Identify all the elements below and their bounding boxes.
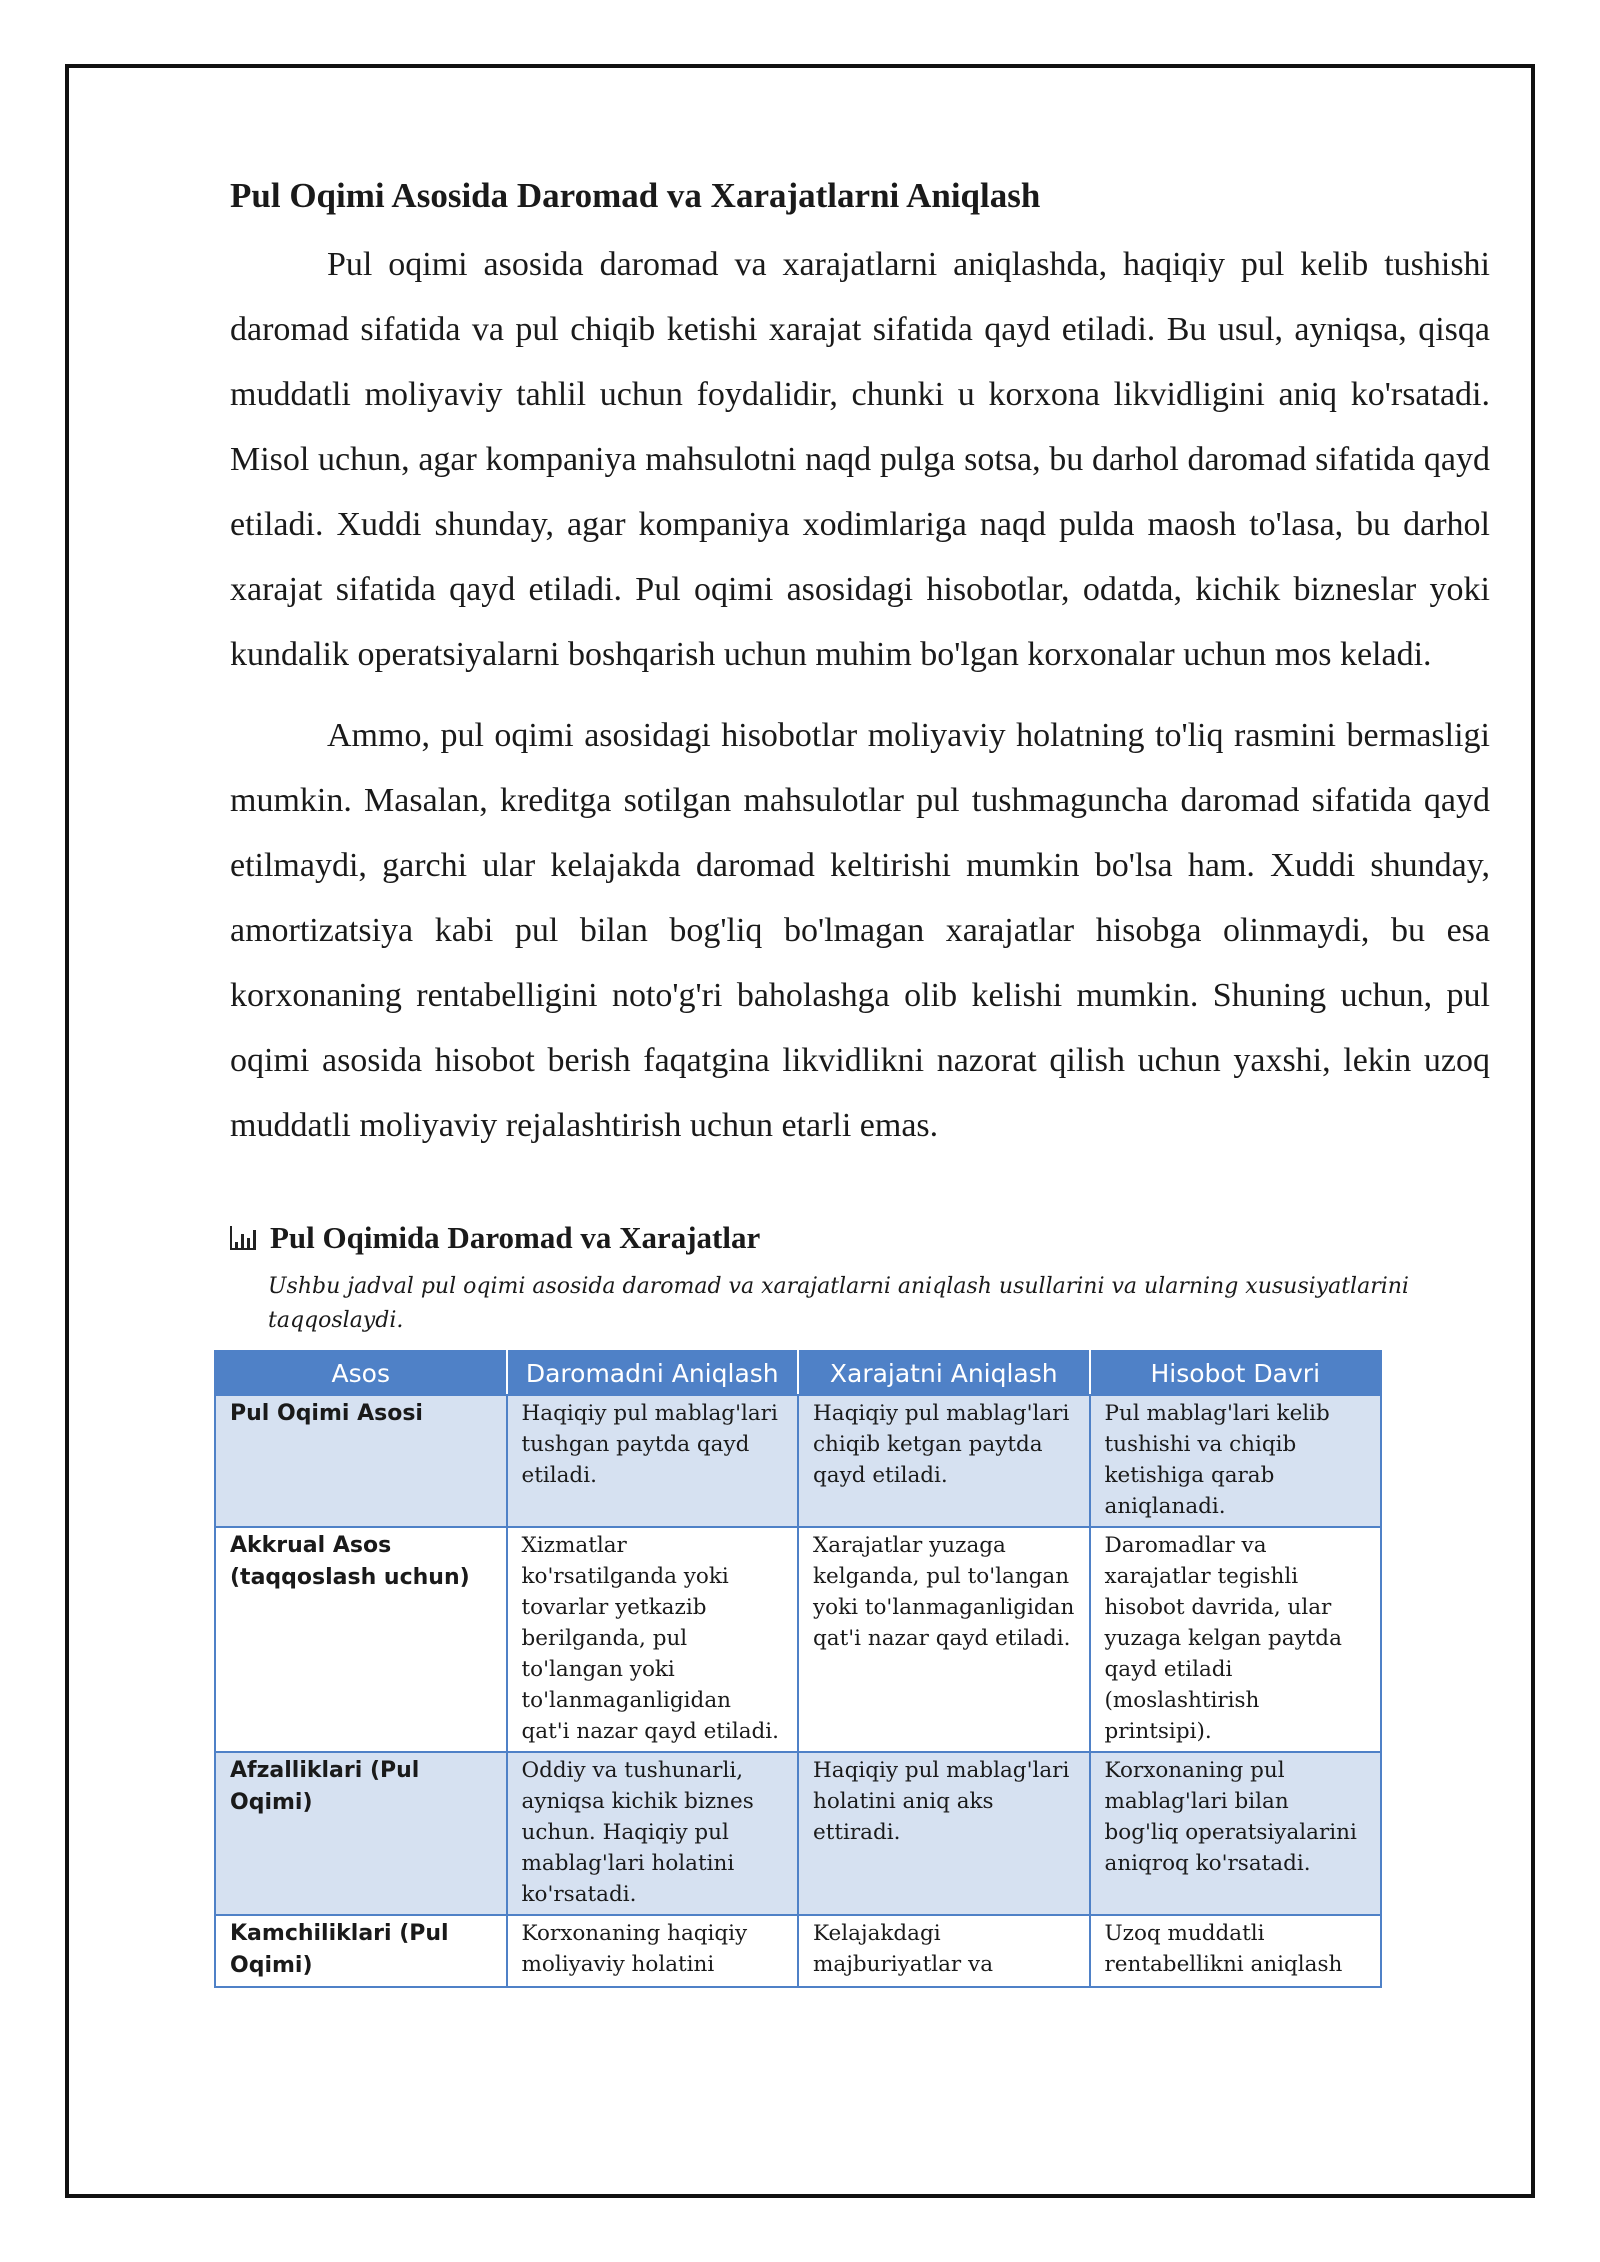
paragraph-1: Pul oqimi asosida daromad va xarajatlarni aniqlashda, haqiqiy pul kelib tushishi daromad sifatida va pul chiqib ketishi xarajat sifatida qayd etiladi. Bu usul, ayniqsa, qisqa muddatli moliyaviy tahlil uchun foydalidir, chunki u korxona likvidligini aniq ko'rsatadi. Misol uchun, agar kompaniya mahsulotni naqd pulga sotsa, bu darhol daromad sifatida qayd etiladi. Xuddi shunday, agar kompaniya xodimlariga naqd pulda maosh to'lasa, bu darhol xarajat sifatida qayd etiladi. Pul oqimi asosidagi hisobotlar, odatda, kichik bizneslar yoki kundalik operatsiyalarni boshqarish uchun muhim bo'lgan korxonalar uchun mos keladi.	[230, 246, 1490, 673]
document-content	[230, 170, 1490, 1988]
row-label: Kamchiliklari (Pul Oqimi)	[215, 1915, 507, 1987]
table-cell: Korxonaning pul mablag'lari bilan bog'liq operatsiyalarini aniqroq ko'rsatadi.	[1090, 1752, 1382, 1915]
paragraph-2: Ammo, pul oqimi asosidagi hisobotlar moliyaviy holatning to'liq rasmini bermasligi mumkin. Masalan, kreditga sotilgan mahsulotlar pul tushmaguncha daromad sifatida qayd etilmaydi, garchi ular kelajakda daromad keltirishi mumkin bo'lsa ham. Xuddi shunday, amortizatsiya kabi pul bilan bog'liq bo'lmagan xarajatlar hisobga olinmaydi, bu esa korxonaning rentabelligini noto'g'ri baholashga olib kelishi mumkin. Shuning uchun, pul oqimi asosida hisobot berish faqatgina likvidlikni nazorat qilish uchun yaxshi, lekin uzoq muddatli moliyaviy rejalashtirish uchun etarli emas.	[230, 717, 1490, 1144]
row-label: Pul Oqimi Asosi	[215, 1395, 507, 1527]
column-header-basis: Asos	[215, 1351, 507, 1395]
table-row	[215, 1395, 1381, 1527]
table-cell: Korxonaning haqiqiy moliyaviy holatini	[507, 1915, 799, 1987]
table-heading-text: Pul Oqimida Daromad va Xarajatlar	[270, 1220, 761, 1255]
table-cell: Uzoq muddatli rentabellikni aniqlash	[1090, 1915, 1382, 1987]
table-caption: Ushbu jadval pul oqimi asosida daromad va xarajatlarni aniqlash usullarini va ularning xususiyatlarini taqqoslaydi.	[268, 1274, 1409, 1333]
table-heading	[230, 1216, 1490, 1260]
table-cell: Pul mablag'lari kelib tushishi va chiqib ketishiga qarab aniqlanadi.	[1090, 1395, 1382, 1527]
row-label: Afzalliklari (Pul Oqimi)	[215, 1752, 507, 1915]
table-cell: Haqiqiy pul mablag'lari tushgan paytda qayd etiladi.	[507, 1395, 799, 1527]
comparison-table	[214, 1350, 1382, 1988]
column-header-expense: Xarajatni Aniqlash	[798, 1351, 1090, 1395]
table-cell: Xarajatlar yuzaga kelganda, pul to'langan yoki to'lanmaganligidan qat'i nazar qayd etiladi.	[798, 1527, 1090, 1752]
table-cell: Daromadlar va xarajatlar tegishli hisobot davrida, ular yuzaga kelgan paytda qayd etiladi (moslashtirish printsipi).	[1090, 1527, 1382, 1752]
row-label: Akkrual Asos (taqqoslash uchun)	[215, 1527, 507, 1752]
document-title: Pul Oqimi Asosida Daromad va Xarajatlarni Aniqlash	[230, 176, 1041, 215]
table-row	[215, 1527, 1381, 1752]
table-header-row	[215, 1351, 1381, 1395]
bar-chart-icon	[230, 1226, 256, 1250]
table-cell: Xizmatlar ko'rsatilganda yoki tovarlar yetkazib berilganda, pul to'langan yoki to'lanmaganligidan qat'i nazar qayd etiladi.	[507, 1527, 799, 1752]
column-header-revenue: Daromadni Aniqlash	[507, 1351, 799, 1395]
table-row	[215, 1752, 1381, 1915]
table-cell: Haqiqiy pul mablag'lari holatini aniq aks ettiradi.	[798, 1752, 1090, 1915]
column-header-period: Hisobot Davri	[1090, 1351, 1382, 1395]
table-row	[215, 1915, 1381, 1987]
table-cell: Haqiqiy pul mablag'lari chiqib ketgan paytda qayd etiladi.	[798, 1395, 1090, 1527]
table-cell: Oddiy va tushunarli, ayniqsa kichik biznes uchun. Haqiqiy pul mablag'lari holatini ko'rsatadi.	[507, 1752, 799, 1915]
table-cell: Kelajakdagi majburiyatlar va	[798, 1915, 1090, 1987]
